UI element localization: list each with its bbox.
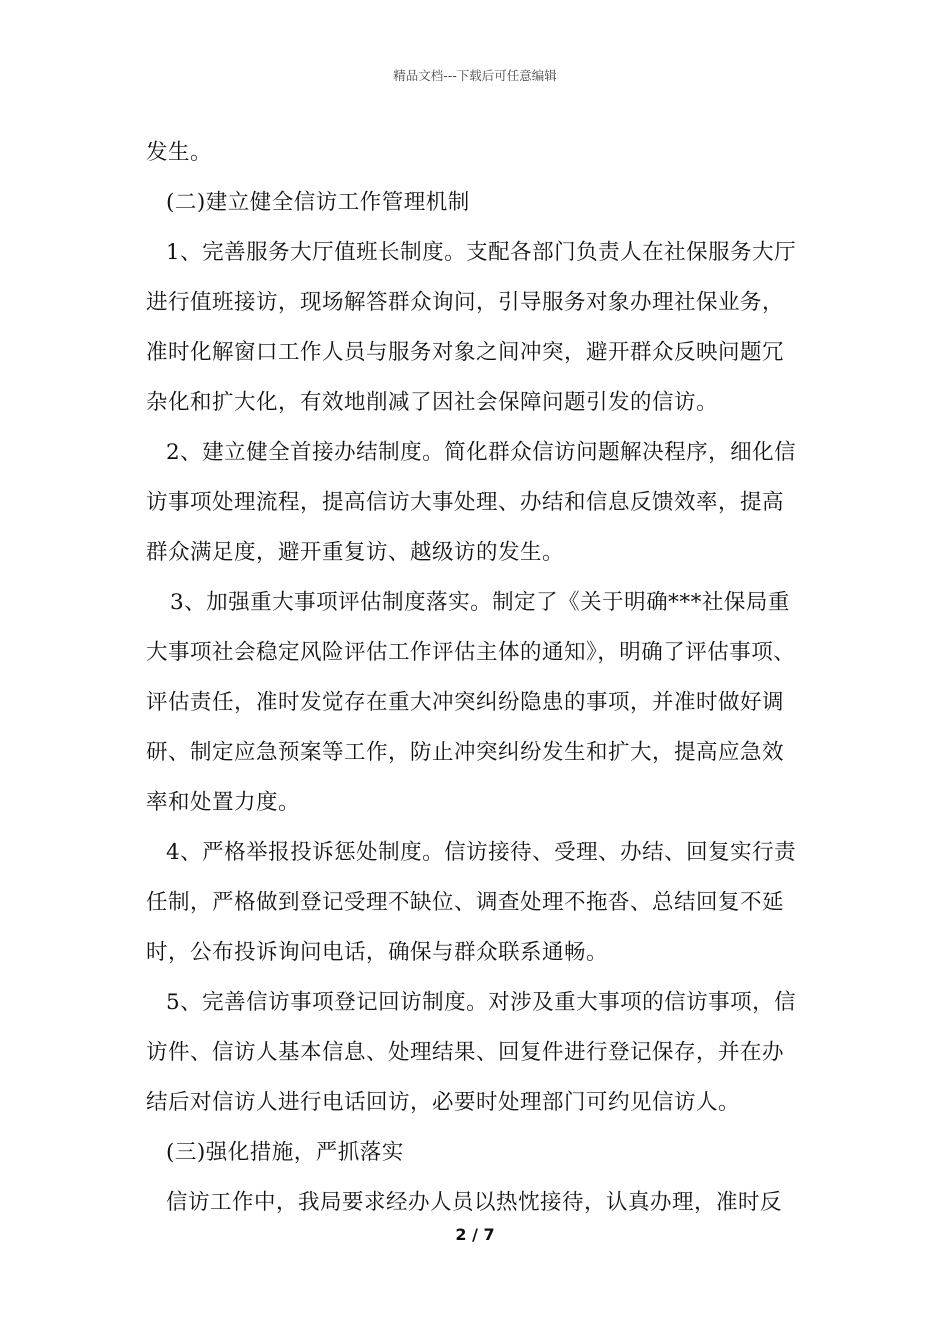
text-line: 访事项处理流程，提高信访大事处理、办结和信息反馈效率，提高	[146, 490, 785, 515]
text-line: 1、完善服务大厅值班长制度。支配各部门负责人在社保服务大厅	[166, 240, 797, 265]
section-heading: (三)强化措施，严抓落实	[166, 1140, 404, 1165]
text-line: 研、制定应急预案等工作，防止冲突纠纷发生和扩大，提高应急效	[146, 740, 785, 765]
text-line: 率和处置力度。	[146, 790, 301, 815]
page-number: 2 / 7	[455, 1225, 495, 1244]
text-line: 准时化解窗口工作人员与服务对象之间冲突，避开群众反映问题冗	[146, 340, 785, 365]
text-line: 杂化和扩大化，有效地削减了因社会保障问题引发的信访。	[146, 390, 719, 415]
section-heading: (二)建立健全信访工作管理机制	[166, 190, 470, 215]
text-line: 信访工作中，我局要求经办人员以热忱接待，认真办理，准时反	[166, 1190, 783, 1215]
text-line: 进行值班接访，现场解答群众询问，引导服务对象办理社保业务，	[146, 290, 785, 315]
text-line: 结后对信访人进行电话回访，必要时处理部门可约见信访人。	[146, 1090, 741, 1115]
page-header: 精品文档---下载后可任意编辑	[393, 68, 557, 83]
text-line: 大事项社会稳定风险评估工作评估主体的通知》，明确了评估事项、	[146, 640, 796, 665]
text-line: 2、建立健全首接办结制度。简化群众信访问题解决程序，细化信	[166, 440, 797, 465]
text-line: 发生。	[146, 140, 213, 165]
text-line: 3、加强重大事项评估制度落实。制定了《关于明确***社保局重	[170, 590, 790, 615]
text-line: 任制，严格做到登记受理不缺位、调查处理不拖沓、总结回复不延	[146, 890, 785, 915]
text-line: 4、严格举报投诉惩处制度。信访接待、受理、办结、回复实行责	[166, 840, 797, 865]
text-line: 5、完善信访事项登记回访制度。对涉及重大事项的信访事项，信	[166, 990, 797, 1015]
text-line: 访件、信访人基本信息、处理结果、回复件进行登记保存，并在办	[146, 1040, 785, 1065]
text-line: 时，公布投诉询问电话，确保与群众联系通畅。	[146, 940, 609, 965]
document-body	[146, 128, 826, 1228]
text-line: 评估责任，准时发觉存在重大冲突纠纷隐患的事项，并准时做好调	[146, 690, 785, 715]
text-line: 群众满足度，避开重复访、越级访的发生。	[146, 540, 565, 565]
